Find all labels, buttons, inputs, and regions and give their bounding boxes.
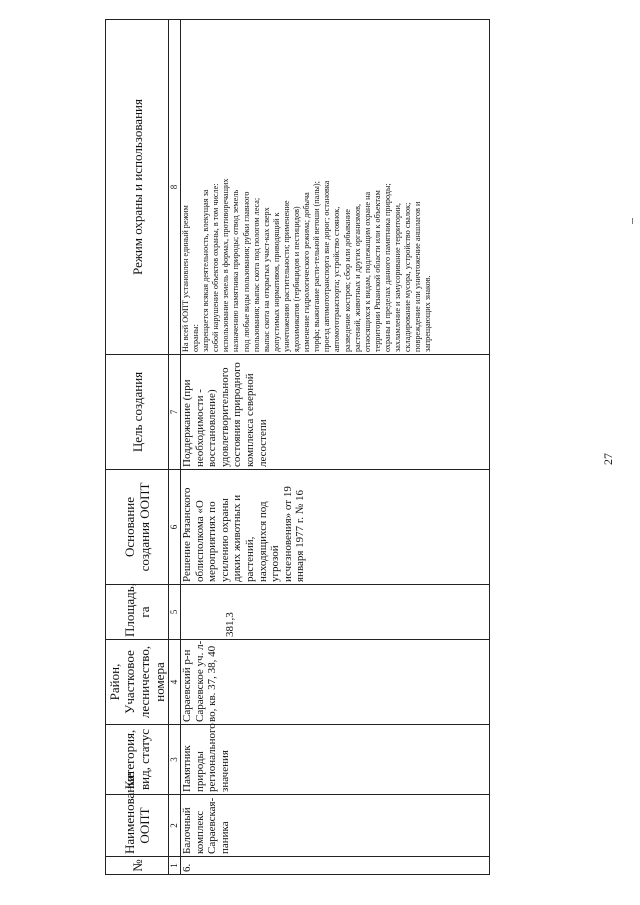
column-number: 2 bbox=[169, 795, 181, 857]
row-basis: Решение Рязанского облисполкома «О мероприятиях по усилению охраны диких животных и растений, находящихся под угрозой исчезновения» от 19 января 1977 г. № 16 bbox=[181, 470, 490, 585]
edge-mark bbox=[632, 218, 633, 224]
header-area: Площадь, га bbox=[106, 585, 169, 640]
header-category: Категория, вид, статус bbox=[106, 725, 169, 795]
column-number: 8 bbox=[169, 20, 181, 355]
protected-areas-table bbox=[105, 19, 490, 875]
column-number: 1 bbox=[169, 857, 181, 875]
column-number: 6 bbox=[169, 470, 181, 585]
column-number: 4 bbox=[169, 640, 181, 725]
column-number: 3 bbox=[169, 725, 181, 795]
header-basis: Основание создания ООПТ bbox=[106, 470, 169, 585]
row-name: Балочный комплекс Сараевская- паника bbox=[181, 795, 490, 857]
page-number: 27 bbox=[601, 453, 615, 465]
row-purpose: Поддержание (при необходимости - восстановление) удовлетворительного состояния природного комплекса северной лесостепи bbox=[181, 355, 490, 470]
header-district: Район, Участковое лесничество, номера bbox=[106, 640, 169, 725]
header-purpose: Цель создания bbox=[106, 355, 169, 470]
row-category: Памятник природы регионального значения bbox=[181, 725, 490, 795]
row-regime: На всей ООПТ установлен единый режим охраны: запрещается всякая деятельность, влекущая за собой нарушение объектов охраны, в том числе: использование земель в формах, противоречащих назначению памятника природы; отвод земель под любые виды пользования; рубки главного пользования; выпас скота под пологом леса; выпас скота на открытых участ-ках сверх допустимых нормативов, приводящий к уничтожению растительности; применение ядохимикатов (гербицидов и пестицидов) изменение гидрологического режима; добыча торфа; выжигание расти-тельной ветоши (палы); проезд автомототранспорта вне дорог; остановка автомототранспорта; устройство стоянок, разведение костров; сбор или добывание растений, животных и других организмов, относящихся к видам, подлежащим охране на территории Рязанской области или к объектам охраны в пределах данного памятника природы; захламление и замусоривание территории, складирование мусора, устройство свалок; повреждение или уничтожение аншлагов и запрещающих знаков. bbox=[181, 20, 490, 355]
column-number: 7 bbox=[169, 355, 181, 470]
protected-areas-table-rotated bbox=[105, 20, 490, 875]
row-district: Сараевский р-н Сараевское уч. л- во, кв. 37, 38, 40 bbox=[181, 640, 490, 725]
column-number-row bbox=[169, 20, 181, 875]
header-regime: Режим охраны и использования bbox=[106, 20, 169, 355]
header-num: № bbox=[106, 857, 169, 875]
row-number: 6. bbox=[181, 857, 490, 875]
row-area: 381,3 bbox=[181, 585, 490, 640]
column-number: 5 bbox=[169, 585, 181, 640]
header-name: Наименование ООПТ bbox=[106, 795, 169, 857]
table-row bbox=[181, 20, 490, 875]
header-row bbox=[106, 20, 169, 875]
